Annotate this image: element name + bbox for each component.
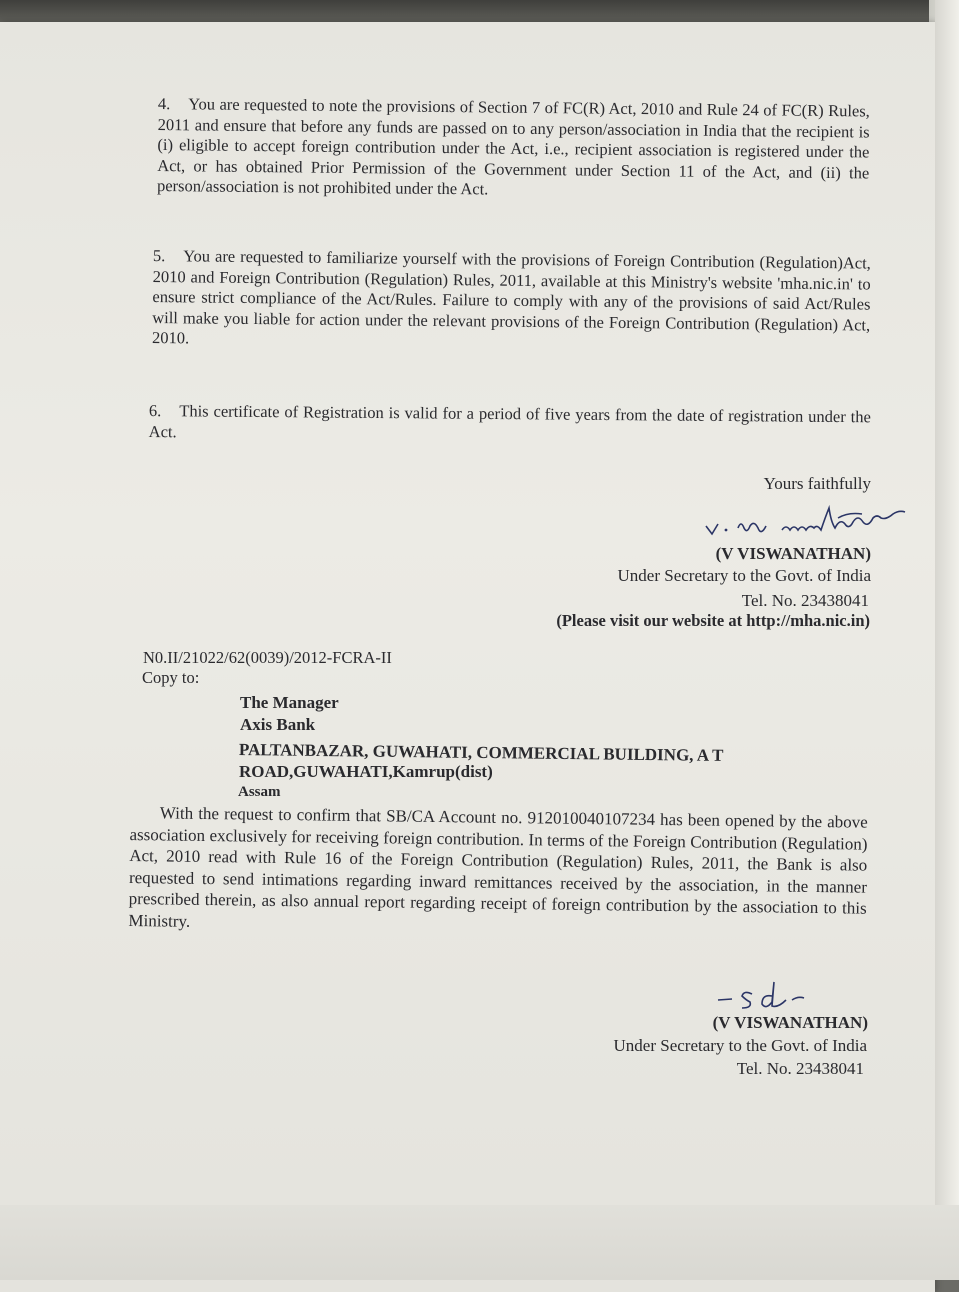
address-line-city: ROAD,GUWAHATI,Kamrup(dist) <box>239 762 493 781</box>
reference-number: N0.II/21022/62(0039)/2012-FCRA-II <box>143 648 392 667</box>
sd-handwritten-mark <box>712 978 832 1018</box>
paragraph-text: This certificate of Registration is valid for a period of five years from the date of registration under the Act. <box>148 401 871 441</box>
address-line-state: Assam <box>238 784 281 800</box>
paragraph-number: 6. <box>148 401 162 421</box>
paragraph-6 <box>149 401 871 448</box>
paragraph-4 <box>157 94 870 204</box>
website-note: (Please visit our website at http://mha.nic.in) <box>556 611 870 630</box>
signatory-designation: Under Secretary to the Govt. of India <box>617 566 871 585</box>
paragraph-text: You are requested to familiarize yourself with the provisions of Foreign Contribution (Regulation)Act, 2010 and Foreign Contribution (Regulation) Rules, 2011, available at this Ministry's website 'mha.nic.in' to ensure strict compliance of the Act/Rules. Failure to comply with any of the provisions of said Act/Rules will make you liable for action under the relevant provisions of the Foreign Contribution (Regulation) Act, 2010. <box>151 246 871 348</box>
address-line-street: PALTANBAZAR, GUWAHATI, COMMERCIAL BUILDING, A T <box>238 740 724 765</box>
document-page <box>0 22 935 1292</box>
signatory-telephone-2: Tel. No. 23438041 <box>736 1059 864 1078</box>
paragraph-number: 5. <box>152 246 166 266</box>
signatory-name: (V VISWANATHAN) <box>715 544 871 563</box>
signatory-designation-2: Under Secretary to the Govt. of India <box>613 1036 867 1055</box>
signatory-telephone: Tel. No. 23438041 <box>741 591 869 610</box>
paragraph-5 <box>152 246 871 356</box>
copy-to-label: Copy to: <box>142 668 200 687</box>
closing-text: Yours faithfully <box>763 474 871 493</box>
paragraph-number: 4. <box>157 94 171 114</box>
address-line-manager: The Manager <box>240 693 339 712</box>
bank-request-paragraph <box>128 802 868 941</box>
underlying-sheet-edge <box>935 0 959 1280</box>
handwritten-signature <box>700 500 940 540</box>
bank-request-text: With the request to confirm that SB/CA Account no. 912010040107234 has been opened by the above association exclusively for receiving foreign contribution. In terms of the Foreign Contribution (Regulation) Act, 2010 read with Rule 16 of the Foreign Contribution (Regulation) Rules, 2011, the Bank is also requested to send intimations regarding inward remittances received by the association, in the manner prescribed therein, as also annual report regarding receipt of foreign contribution by the association to this Ministry. <box>128 803 868 931</box>
paragraph-text: You are requested to note the provisions of Section 7 of FC(R) Act, 2010 and Rule 24 of FC(R) Rules, 2011 and ensure that before any funds are passed on to any person/association in India that the recipient is (i) eligible to accept foreign contribution under the Act, i.e., recipient association is registered under the Act, or has obtained Prior Permission of the Government under Section 11 of the Act, and (ii) the person/association is not prohibited under the Act. <box>156 94 870 199</box>
address-line-bank: Axis Bank <box>240 715 316 734</box>
signatory-name-2: (V VISWANATHAN) <box>712 1013 868 1032</box>
page-bottom-area <box>0 1205 959 1280</box>
